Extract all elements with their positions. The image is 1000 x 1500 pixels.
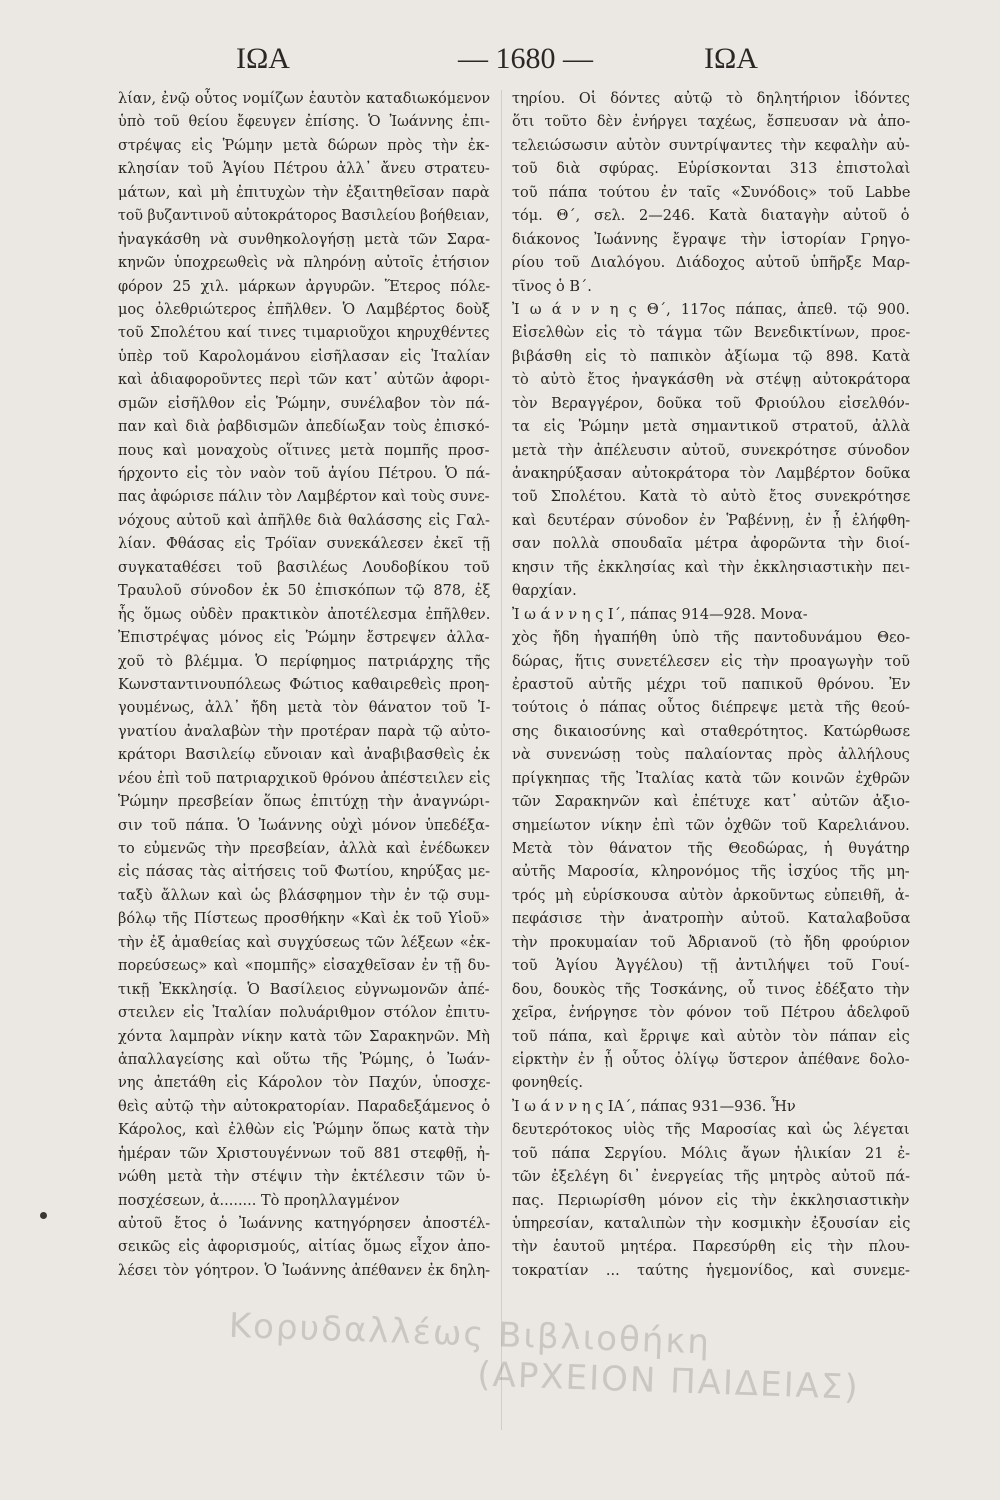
text-line: τηρίου. Οἱ δόντες αὐτῷ τὸ δηλητήριον ἰδόντες [512, 91, 910, 107]
text-line: τῖνος ὁ Β΄. [512, 278, 592, 295]
text-line: ἠναγκάσθη νὰ συνθηκολογήσῃ μετὰ τῶν Σαρα- [118, 231, 490, 248]
text-line: παν καὶ διὰ ῥαβδισμῶν ἀπεδίωξαν τοὺς ἐπισκό- [118, 419, 490, 436]
margin-dot [40, 1212, 47, 1219]
text-line: Κωνσταντινουπόλεως Φώτιος καθαιρεθεὶς προη- [118, 676, 490, 693]
watermark-line-1: Κορυδαλλέως Βιβλιοθήκη [228, 1305, 712, 1363]
text-line: ἐραστοῦ αὐτῆς μέχρι τοῦ παπικοῦ θρόνου. Ἐν [512, 676, 910, 693]
text-line: τοῦ πάπα τούτου ἐν ταῖς «Συνόδοις» τοῦ Labbe [512, 184, 910, 201]
text-line: τοῦ Σπολέτου καί τινες τιμαριοῦχοι κηρυχθέντες [118, 325, 490, 342]
text-line: μετὰ τὴν ἀπέλευσιν αὐτοῦ, συνεκρότησε σύνοδον [512, 442, 910, 459]
text-line: νέου ἐπὶ τοῦ πατριαρχικοῦ θρόνου ἀπέστειλεν εἰς [118, 770, 490, 787]
text-line: σης δικαιοσύνης καὶ σταθερότητος. Κατώρθωσε [512, 723, 910, 740]
text-line: φόρον 25 χιλ. μάρκων ἀργυρῶν. Ἕτερος πόλε- [118, 278, 490, 295]
text-line: πας. Περιωρίσθη μόνον εἰς τὴν ἐκκλησιαστικὴν [512, 1192, 910, 1209]
text-line: εἰς πάσας τὰς αἰτήσεις τοῦ Φωτίου, κηρύξας με- [118, 864, 490, 881]
text-line: νὰ συνενώσῃ τοὺς παλαίοντας πρὸς ἀλλήλους [512, 747, 910, 764]
text-line: τὴν ἑαυτοῦ μητέρα. Παρεσύρθη εἰς τὴν πλου- [512, 1239, 910, 1256]
text-line: χόντα λαμπρὰν νίκην κατὰ τῶν Σαρακηνῶν. Μὴ [118, 1028, 490, 1045]
text-line: τῶν Σαρακηνῶν καὶ ἐπέτυχε κατ᾿ αὐτῶν ἀξιο- [512, 794, 910, 811]
text-line: γνατίου ἀναλαβὼν τὴν προτέραν παρὰ τῷ αὐτο- [118, 723, 490, 740]
text-line: Κάρολος, καὶ ἐλθὼν εἰς Ῥώμην ὅπως κατὰ τὴν [118, 1122, 490, 1139]
running-head-right: ΙΩΑ [704, 42, 758, 75]
text-line: ἀνακηρύξασαν αὐτοκράτορα τὸν Λαμβέρτον δοῦκα [512, 466, 910, 482]
text-line: λίαν, ἐνῷ οὗτος νομίζων ἑαυτὸν καταδιωκόμενον [118, 91, 490, 107]
text-line: χεῖρα, ἐνήργησε τὸν φόνον τοῦ Πέτρου ἀδελφοῦ [512, 1005, 910, 1022]
text-line: βόλῳ τῆς Πίστεως προσθήκην «Καὶ ἐκ τοῦ Υἱοῦ» [118, 911, 490, 928]
text-line: θεὶς αὐτῷ τὴν αὐτοκρατορίαν. Παραδεξάμενος ὁ [118, 1098, 490, 1115]
text-line: τὴν ἐξ ἀμαθείας καὶ συγχύσεως τῶν λέξεων «ἐκ- [118, 934, 490, 951]
text-line: σιν τοῦ πάπα. Ὁ Ἰωάννης οὐχὶ μόνον ὑπεδέξα- [118, 817, 490, 834]
text-line: τοκρατίαν ... ταύτης ἡγεμονίδος, καὶ συνεμε- [512, 1262, 910, 1279]
text-line: τοῦ πάπα, καὶ ἔρριψε καὶ αὐτὸν τὸν πάπαν εἰς [512, 1028, 910, 1045]
text-line: τα εἰς Ῥώμην μετὰ σημαντικοῦ στρατοῦ, ἀλλὰ [512, 419, 910, 436]
text-line: αὐτῆς Μαροσία, κληρονόμος τῆς ἰσχύος τῆς μη- [512, 864, 910, 881]
text-line: δου, δουκὸς τῆς Τοσκάνης, οὗ τινος ἐδέξατο τὴν [512, 981, 910, 998]
text-line: πους καὶ μοναχοὺς οἵτινες μετὰ πομπῆς προσ- [118, 442, 490, 459]
column-divider [501, 90, 502, 1430]
text-line: σμῶν εἰσῆλθον εἰς Ῥώμην, συνέλαβον τὸν πά- [118, 395, 490, 412]
text-line: δώρας, ἥτις συνετέλεσεν εἰς τὴν προαγωγὴν τοῦ [512, 653, 910, 670]
text-line: λίαν. Φθάσας εἰς Τρόϊαν συνεκάλεσεν ἐκεῖ τῇ [118, 536, 490, 553]
text-line: σημείωτον νίκην ἐπὶ τῶν ὀχθῶν τοῦ Καρελιάνου. [512, 817, 910, 834]
text-line: τὸν Βεραγγέρον, δοῦκα τοῦ Φριούλου εἰσελθόν- [512, 395, 910, 412]
text-line: δευτερότοκος υἱὸς τῆς Μαροσίας καὶ ὡς λέγεται [512, 1122, 910, 1139]
text-line: τὸ αὐτὸ ἔτος ἠναγκάσθη νὰ στέψῃ αὐτοκράτορα [512, 372, 910, 389]
text-line: γουμένως, ἀλλ᾿ ἤδη μετὰ τὸν θάνατον τοῦ Ἰ- [118, 700, 490, 717]
text-line: διάκονος Ἰωάννης ἔγραψε τὴν ἱστορίαν Γρηγο- [512, 231, 910, 248]
text-line: ἧς ὅμως οὐδὲν πρακτικὸν ἀποτέλεσμα ἐπῆλθεν. [118, 606, 490, 623]
text-line: χὸς ἤδη ἠγαπήθη ὑπὸ τῆς παντοδυνάμου Θεο- [512, 630, 910, 647]
text-line: χοῦ τὸ βλέμμα. Ὁ περίφημος πατριάρχης τῆς [118, 653, 490, 670]
text-line: τρός μὴ εὑρίσκουσα αὐτὸν ἀρκοῦντως εὐπειθῆ, ἀ- [512, 887, 910, 904]
left-column [118, 88, 490, 1283]
text-line: σεικῶς εἰς ἀφορισμούς, αἰτίας ὅμως εἶχον ἀπο- [118, 1239, 490, 1256]
library-watermark [227, 1306, 929, 1410]
text-line: ὑπὸ τοῦ θείου ἔφευγεν ἐπίσης. Ὁ Ἰωάννης ἐπι- [118, 114, 490, 131]
text-line: νόχους αὐτοῦ καὶ ἀπῆλθε διὰ θαλάσσης εἰς Γαλ- [118, 512, 490, 529]
text-line: πεφάσισε τὴν ἀνατροπὴν αὐτοῦ. Καταλαβοῦσα [512, 911, 910, 928]
text-line: λέσει τὸν γόητρον. Ὁ Ἰωάννης ἀπέθανεν ἐκ δηλη- [118, 1262, 490, 1279]
text-line: τικῇ Ἐκκλησίᾳ. Ὁ Βασίλειος εὐγνωμονῶν ἀπέ- [118, 981, 490, 998]
page-header [0, 42, 1000, 82]
watermark-line-2: (ΑΡΧΕΙΟΝ ΠΑΙΔΕΙΑΣ) [476, 1354, 861, 1408]
text-line: πορεύσεως» καὶ «πομπῆς» εἰσαχθεῖσαν ἐν τῇ δυ- [118, 958, 490, 975]
text-line: καὶ ἀδιαφοροῦντες περὶ τῶν κατ᾿ αὐτῶν ἀφορι- [118, 372, 490, 389]
text-line: ήρχοντο εἰς τὸν ναὸν τοῦ ἁγίου Πέτρου. Ὁ πά- [118, 466, 490, 482]
text-line: βιβάσθη εἰς τὸ παπικὸν ἀξίωμα τῷ 898. Κατὰ [512, 348, 910, 365]
text-line: σαν πολλὰ σπουδαῖα μέτρα ἀφορῶντα τὴν διοί- [512, 536, 910, 553]
text-line: μος ὀλεθριώτερος ἐπῆλθεν. Ὁ Λαμβέρτος δοὺξ [118, 301, 490, 318]
text-line: Ἰ ω ά ν ν η ς Ι΄, πάπας 914—928. Μονα- [512, 606, 808, 623]
text-line: τούτοις ὁ πάπας οὗτος διέπρεψε μετὰ τῆς θεού- [512, 700, 910, 717]
text-line: Τραυλοῦ σύνοδον ἐκ 50 ἐπισκόπων τῷ 878, ἐξ [118, 583, 490, 600]
text-line: τελειώσωσιν αὐτὸν συντρίψαντες τὴν κεφαλὴν αὐ- [512, 137, 910, 154]
text-line: πας ἀφώρισε πάλιν τὸν Λαμβέρτον καὶ τοὺς συνε- [118, 489, 490, 506]
text-line: κλησίαν τοῦ Ἁγίου Πέτρου ἀλλ᾿ ἄνευ στρατευ- [118, 161, 490, 178]
text-line: ὅτι τοῦτο δὲν ἐνήργει ταχέως, ἔσπευσαν νὰ ἀπο- [512, 114, 910, 131]
text-line: Μετὰ τὸν θάνατον τῆς Θεοδώρας, ἡ θυγάτηρ [512, 841, 910, 857]
text-line: τοῦ διὰ σφύρας. Εὑρίσκονται 313 ἐπιστολαὶ [512, 161, 910, 178]
text-line: τόμ. Θ΄, σελ. 2—246. Κατὰ διαταγὴν αὐτοῦ ὁ [512, 208, 910, 225]
text-line: μάτων, καὶ μὴ ἐπιτυχὼν τὴν ἐξαιτηθεῖσαν παρὰ [118, 184, 490, 201]
text-line: φονηθείς. [512, 1075, 584, 1092]
text-line: τοῦ πάπα Σεργίου. Μόλις ἄγων ἡλικίαν 21 ἐ- [512, 1145, 910, 1162]
text-line: ποσχέσεων, ἀ........ Τὸ προηλλαγμένον [118, 1192, 400, 1209]
text-line: ταξὺ ἄλλων καὶ ὡς βλάσφημον τὴν ἐν τῷ συμ- [118, 887, 490, 904]
text-line: ἀπαλλαγείσης καὶ οὕτω τῆς Ῥώμης, ὁ Ἰωάν- [118, 1051, 490, 1068]
running-head-left: ΙΩΑ [236, 42, 290, 75]
text-line: εἱρκτὴν ἐν ᾗ οὗτος ὀλίγῳ ὕστερον ἀπέθανε δολο- [512, 1051, 910, 1068]
text-line: ὑπηρεσίαν, καταλιπὼν τὴν κοσμικὴν ἐξουσίαν εἰς [512, 1216, 910, 1232]
text-line: ρίου τοῦ Διαλόγου. Διάδοχος αὐτοῦ ὑπῆρξε Μαρ- [512, 255, 910, 272]
text-line: συγκαταθέσει τοῦ βασιλέως Λουδοβίκου τοῦ [118, 559, 490, 576]
text-line: ὑπὲρ τοῦ Καρολομάνου εἰσῆλασαν εἰς Ἰταλίαν [118, 348, 490, 365]
text-line: τοῦ Ἁγίου Ἀγγέλου) τῇ ἀντιλήψει τοῦ Γουί- [512, 958, 910, 975]
text-line: καὶ δευτέραν σύνοδον ἐν Ῥαβέννῃ, ἐν ᾗ ἐλήφθη- [512, 512, 910, 529]
text-line: Ἰ ω ά ν ν η ς ΙΑ΄, πάπας 931—936. Ἦν [512, 1098, 796, 1115]
text-line: το εὐμενῶς τὴν πρεσβείαν, ἀλλὰ καὶ ἐνέδωκεν [118, 841, 490, 857]
text-line: νώθη μετὰ τὴν στέψιν τὴν ἐκτέλεσιν τῶν ὑ- [118, 1169, 490, 1186]
text-line: τοῦ βυζαντινοῦ αὐτοκράτορος Βασιλείου βοήθειαν, [118, 208, 490, 225]
text-line: Ἰ ω ά ν ν η ς Θ΄, 117ος πάπας, ἀπεθ. τῷ 900. [512, 301, 910, 318]
text-line: κησιν τῆς ἐκκλησίας καὶ τὴν ἐκκλησιαστικὴν πει- [512, 559, 910, 576]
text-line: Εἰσελθὼν εἰς τὸ τάγμα τῶν Βενεδικτίνων, προε- [512, 325, 910, 342]
text-line: κηνῶν ὑποχρεωθεὶς νὰ πληρόνῃ αὐτοῖς ἐτήσιον [118, 255, 490, 272]
text-line: Ῥώμην πρεσβείαν ὅπως ἐπιτύχῃ τὴν ἀναγνώρι- [118, 794, 490, 811]
right-column [512, 88, 910, 1283]
text-line: νης ἀπετάθη εἰς Κάρολον τὸν Παχύν, ὑποσχε- [118, 1075, 490, 1092]
text-line: στειλεν εἰς Ἰταλίαν πολυάριθμον στόλον ἐπιτυ- [118, 1005, 490, 1022]
text-line: κράτορι Βασιλείῳ εὔνοιαν καὶ ἀναβιβασθεὶς ἐκ [118, 747, 490, 764]
text-line: ἡμέραν τῶν Χριστουγέννων τοῦ 881 στεφθῇ, ἠ- [118, 1145, 490, 1162]
text-line: τοῦ Σπολέτου. Κατὰ τὸ αὐτὸ ἔτος συνεκρότησε [512, 489, 910, 506]
text-line: τῶν ἐξελέγη δι᾿ ἐνεργείας τῆς μητρὸς αὐτοῦ πά- [512, 1169, 910, 1186]
text-line: αὐτοῦ ἔτος ὁ Ἰωάννης κατηγόρησεν ἀποστέλ- [118, 1216, 490, 1232]
page-number: — 1680 — [458, 42, 593, 75]
text-line: Ἐπιστρέψας μόνος εἰς Ῥώμην ἔστρεψεν ἀλλα- [118, 630, 490, 647]
text-line: πρίγκηπας τῆς Ἰταλίας κατὰ τῶν κοινῶν ἐχθρῶν [512, 770, 910, 787]
text-line: στρέψας εἰς Ῥώμην μετὰ δώρων πρὸς τὴν ἐκ- [118, 137, 490, 154]
text-line: θαρχίαν. [512, 583, 577, 600]
text-line: τὴν προκυμαίαν τοῦ Ἀδριανοῦ (τὸ ἤδη φρούριον [512, 934, 910, 951]
